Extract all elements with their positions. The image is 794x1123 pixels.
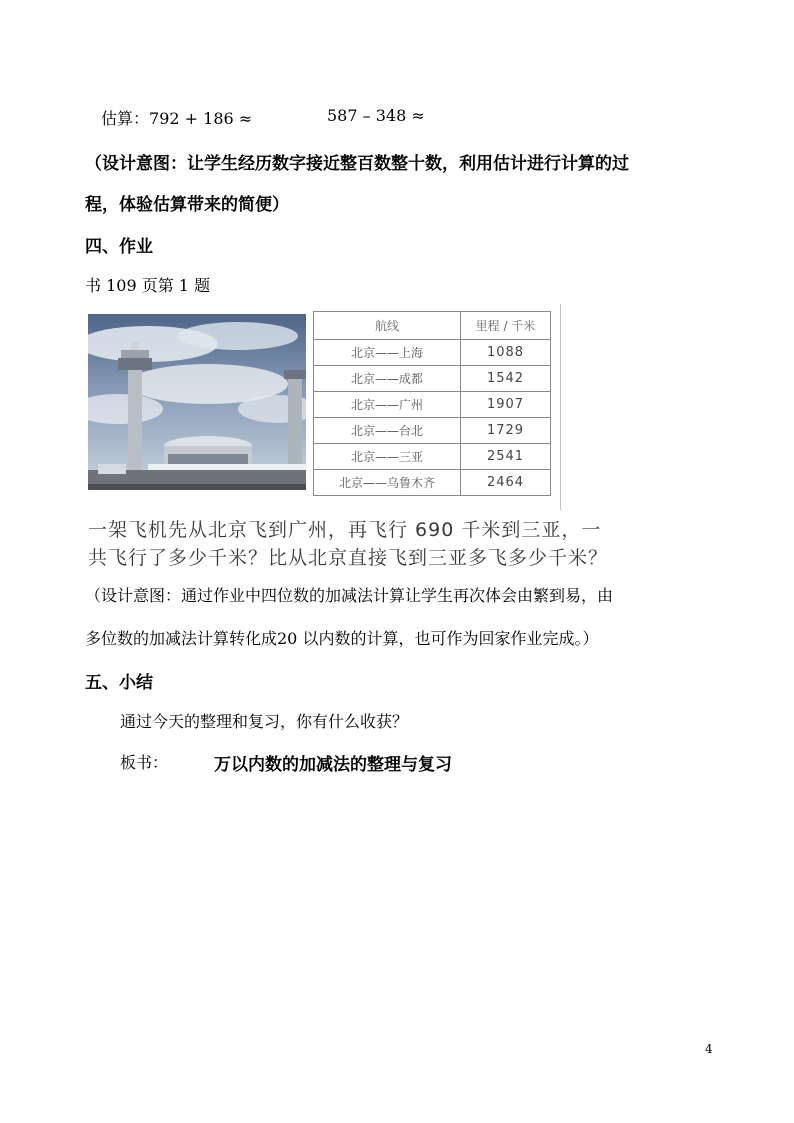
figure-divider: [560, 304, 561, 510]
page-number: 4: [705, 1042, 713, 1056]
route-name-cell: 北京——上海: [314, 340, 461, 366]
estimate-expression-2: 587 – 348 ≈: [327, 106, 425, 125]
route-table-row: [314, 470, 551, 496]
route-table-row: [314, 340, 551, 366]
summary-question: 通过今天的整理和复习，你有什么收获？: [120, 712, 409, 731]
section-heading-summary: 五、小结: [85, 673, 153, 693]
route-table-header-row: [314, 312, 551, 340]
route-table-container: [313, 311, 559, 507]
airport-photo: [88, 314, 306, 490]
route-table-header-cell: 航线: [314, 312, 461, 340]
route-table: [313, 311, 551, 496]
route-table-row: [314, 366, 551, 392]
route-name-cell: 北京——三亚: [314, 444, 461, 470]
design-intent-1-line-1: （设计意图：让学生经历数字接近整百数整十数，利用估计进行计算的过: [85, 154, 629, 174]
word-problem-line-2: 共飞行了多少千米？比从北京直接飞到三亚多飞多少千米？: [88, 547, 609, 569]
route-name-cell: 北京——台北: [314, 418, 461, 444]
board-title: 万以内数的加减法的整理与复习: [214, 755, 452, 775]
design-intent-2-line-1: （设计意图：通过作业中四位数的加减法计算让学生再次体会由繁到易，由: [85, 586, 614, 605]
route-distance-cell: 1542: [461, 366, 551, 392]
estimate-label: 估算：: [101, 109, 150, 128]
route-table-row: [314, 444, 551, 470]
route-table-row: [314, 418, 551, 444]
route-distance-cell: 1088: [461, 340, 551, 366]
route-distance-cell: 2541: [461, 444, 551, 470]
route-name-cell: 北京——乌鲁木齐: [314, 470, 461, 496]
board-line: [120, 750, 452, 775]
textbook-figure: [88, 304, 568, 510]
design-intent-2-line-2: 多位数的加减法计算转化成20 以内数的计算，也可作为回家作业完成。）: [85, 629, 599, 648]
board-label: 板书：: [120, 753, 169, 772]
word-problem-line-1: 一架飞机先从北京飞到广州，再飞行 690 千米到三亚，一: [88, 519, 602, 541]
route-table-header-cell: 里程 / 千米: [461, 312, 551, 340]
homework-reference: 书 109 页第 1 题: [85, 276, 211, 295]
section-heading-homework: 四、作业: [85, 237, 153, 257]
route-table-row: [314, 392, 551, 418]
route-name-cell: 北京——成都: [314, 366, 461, 392]
route-distance-cell: 1729: [461, 418, 551, 444]
estimate-expression-1: 792 + 186 ≈: [149, 109, 253, 128]
route-distance-cell: 1907: [461, 392, 551, 418]
estimate-line: [101, 106, 425, 129]
route-distance-cell: 2464: [461, 470, 551, 496]
route-name-cell: 北京——广州: [314, 392, 461, 418]
design-intent-1-line-2: 程，体验估算带来的简便）: [85, 195, 289, 215]
